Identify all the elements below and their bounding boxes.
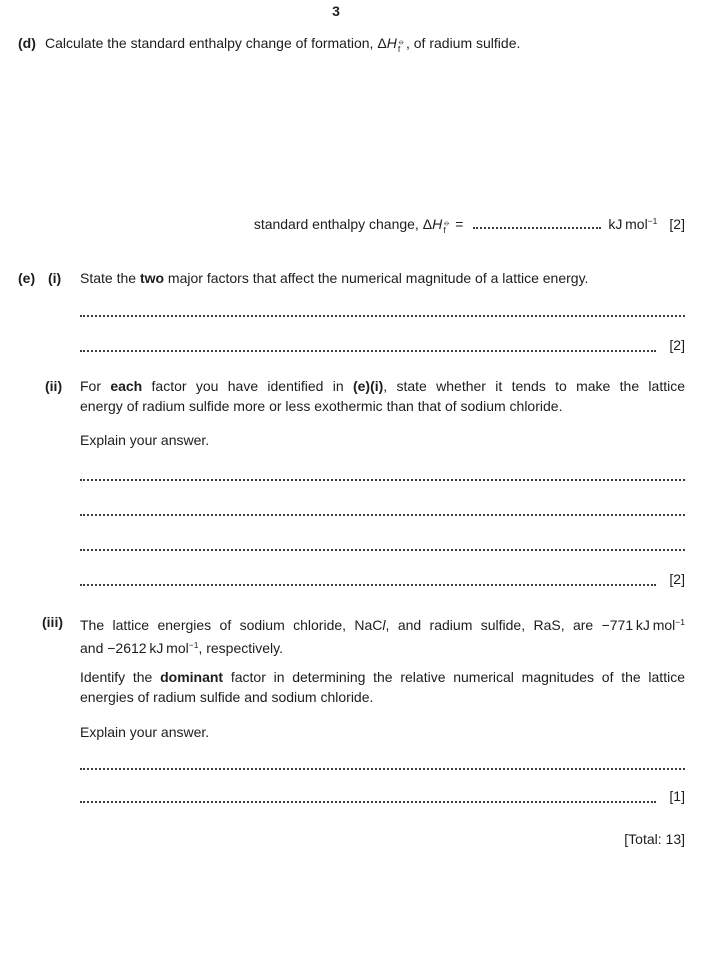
eii-bold-each: each [110,378,143,394]
eiii-identify-line2: energies of radium sulfide and sodium chloride. [80,688,374,705]
formation-sub: f [397,43,401,54]
formation-sub: f [443,224,446,235]
mark-ei: [2] [669,337,685,353]
eiii-data-line1 [80,613,685,636]
delta-symbol: Δ [377,35,387,51]
answer-dotted-blank[interactable] [80,789,656,803]
question-ei-label: (i) [48,270,62,286]
answer-dotted-blank[interactable] [80,303,685,317]
question-eii-label: (ii) [45,378,63,394]
answer-line-d [254,212,685,235]
question-d-prompt [45,34,690,54]
eiii-identify-paragraph [80,668,685,707]
standard-state-symbol [398,37,405,53]
question-ei-prompt [80,269,700,289]
eii-bold-ref: (e)(i) [352,378,384,394]
answer-dotted-blank[interactable] [473,225,601,229]
answer-line [80,303,685,317]
answer-line [80,467,685,481]
answer-dotted-blank[interactable] [80,537,685,551]
eiii-unit-exponent-1: −1 [675,617,685,627]
answer-line [80,537,685,551]
answer-dotted-blank[interactable] [80,756,685,770]
answer-line [80,756,685,770]
ei-text-2: major factors that affect the numerical magnitude of a lattice energy. [164,270,589,286]
eiii-text-1: The lattice energies of sodium chloride, NaC [80,617,383,633]
eii-prompt-line2: energy of radium sulfide more or less exothermic than that of sodium chloride. [80,397,563,414]
answer-d-caption: standard enthalpy change, [253,216,423,232]
standard-state-sup: ⦵ [397,35,405,46]
answer-dotted-blank[interactable] [80,338,656,352]
mark-eiii: [1] [669,788,685,804]
eii-explain-instruction: Explain your answer. [80,432,210,448]
mark-eii: [2] [669,571,685,587]
unit-label [608,216,657,232]
answer-line [80,502,685,516]
eiii-identify-line1 [80,668,685,688]
eiii-italic-l: l [382,617,386,633]
standard-state-symbol [443,218,450,234]
question-d-text-pre: Calculate the standard enthalpy change of formation, [45,35,378,51]
question-e-label: (e) [18,270,36,286]
eiii-text-4: , respectively. [198,639,283,656]
enthalpy-variable: H [386,35,397,51]
eii-prompt-line1 [80,377,685,397]
ei-bold-two: two [139,270,165,286]
eiii-text-6: factor in determining the relative numerical magnitudes of the lattice [223,669,685,685]
page-number: 3 [332,3,340,19]
eii-text-3: , state whether it tends to make the lattice [383,378,685,394]
answer-dotted-blank[interactable] [80,502,685,516]
eiii-text-3: and −2612 kJ mol [80,639,189,656]
eii-text-1: For [80,378,111,394]
question-d-label: (d) [18,35,36,51]
answer-line [80,789,685,803]
eiii-text-5: Identify the [80,669,161,685]
delta-symbol: Δ [422,216,433,232]
eiii-text-2: , and radium sulfide, RaS, are −771 kJ mol [385,617,676,633]
ei-text-1: State the [80,270,140,286]
eiii-data-line2 [80,636,685,659]
answer-dotted-blank[interactable] [80,467,685,481]
question-eii-prompt [80,377,685,416]
eiii-bold-dominant: dominant [160,669,224,685]
total-marks: [Total: 13] [624,831,685,847]
eii-text-2: factor you have identified in [142,378,353,394]
unit-text: kJ mol [608,216,648,232]
mark-d: [2] [669,216,685,232]
standard-state-sup: ⦵ [443,216,451,227]
eiii-unit-exponent-2: −1 [188,639,199,650]
enthalpy-variable: H [432,216,443,232]
answer-dotted-blank[interactable] [80,572,656,586]
question-d-text-post: , of radium sulfide. [405,35,521,51]
eiii-explain-instruction: Explain your answer. [80,724,210,740]
unit-exponent: −1 [647,216,658,226]
eiii-data-paragraph [80,613,685,658]
question-eiii-label: (iii) [42,614,63,630]
answer-line [80,338,685,352]
answer-line [80,572,685,586]
equals-sign: = [451,216,468,232]
